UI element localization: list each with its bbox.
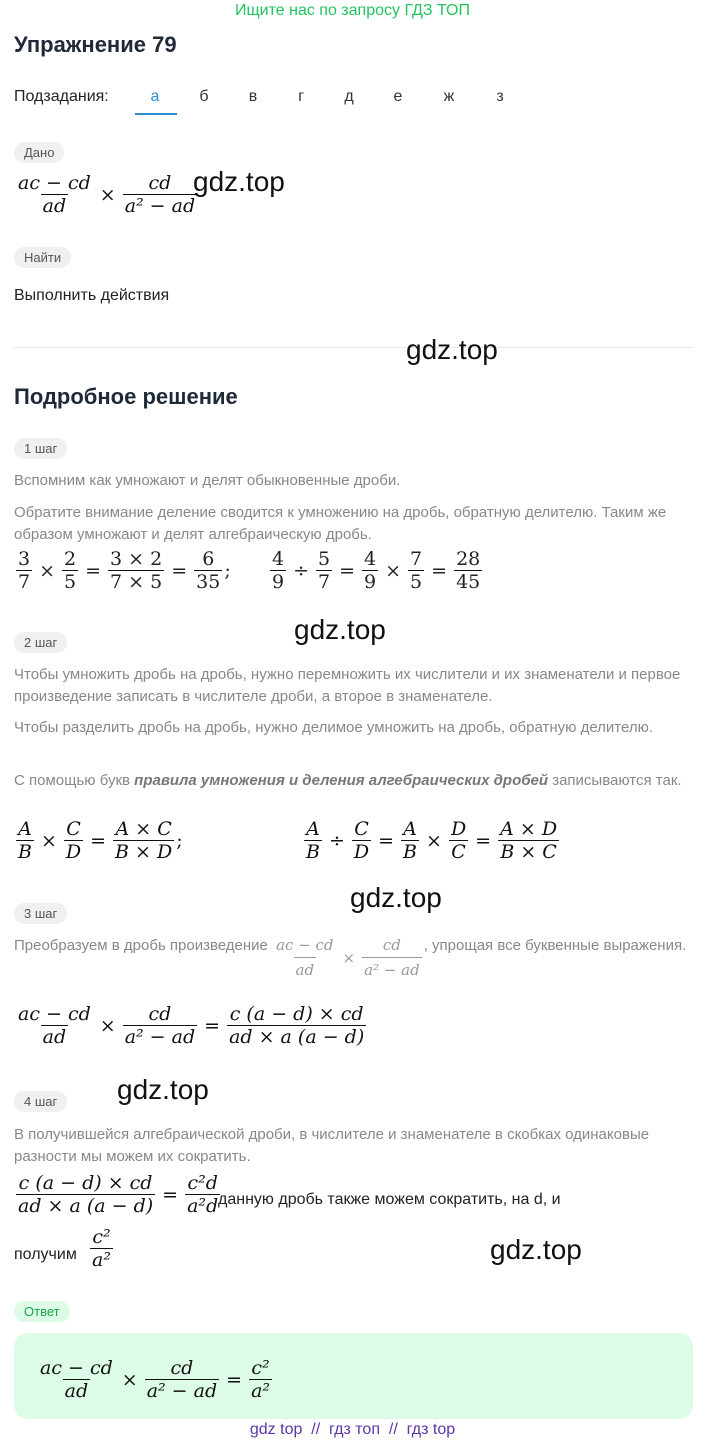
find-pill: Найти [14, 247, 71, 268]
step3-text-post: , упрощая все буквенные выражения. [423, 937, 687, 954]
given-num1: ac − cd [18, 172, 91, 194]
step2-text3 [14, 770, 694, 792]
given-expression [14, 172, 199, 217]
tab-b[interactable]: б [199, 88, 209, 105]
top-banner: Ищите нас по запросу ГДЗ ТОП [235, 2, 470, 19]
tab-z[interactable]: з [496, 88, 504, 105]
watermark: gdz.top [294, 614, 386, 645]
active-tab-indicator [135, 113, 177, 115]
step2-text1: Чтобы умножить дробь на дробь, нужно перемножить их числители и их знаменатели и первое произведение записать в числителе дроби, а второе в знаменателе. [14, 666, 681, 705]
divider [14, 347, 694, 348]
step2-rule-name: правила умножения и деления алгебраических дробей [134, 772, 549, 789]
watermark: gdz.top [193, 166, 285, 197]
step1-formula-multiply: $\frac{3}{7}$ × $\frac{2}{5}$ = $\frac{3 \times 2}{7 \times 5}$ = $\frac{6}{35}$ ; [18, 548, 231, 593]
answer-formula: $\frac{ac - cd}{ad}$ × $\frac{cd}{\text{a² − ad}}$ = $\frac{\text{c²}}{\text{a²}}$ [40, 1357, 271, 1402]
step4-pill: 4 шаг [14, 1091, 67, 1112]
step3-pill: 3 шаг [14, 903, 67, 924]
subtasks-bar [14, 84, 694, 116]
step2-pill: 2 шаг [14, 632, 67, 653]
step1-formula-divide: $\frac{4}{9}$ ÷ $\frac{5}{7}$ = $\frac{4}{9}$ × $\frac{7}{5}$ = $\frac{28}{45}$ [272, 548, 481, 593]
step2-text2: Чтобы разделить дробь на дробь, нужно делимое умножить на дробь, обратную делителю. [14, 719, 654, 736]
page-title: Упражнение 79 [14, 32, 177, 57]
given-den2: a² − ad [124, 195, 196, 217]
step2-formula-divide: $\frac{A}{B}$ ÷ $\frac{C}{D}$ = $\frac{A}{B}$ × $\frac{D}{C}$ = $\frac{A \times D}{B \times C}$ [306, 818, 558, 863]
tab-v[interactable]: в [248, 88, 258, 105]
tab-g[interactable]: г [298, 88, 304, 105]
step4-result: $\frac{\text{c²}}{\text{a²}}$ [92, 1226, 111, 1271]
step1-text2: Обратите внимание деление сводится к умножению на дробь, обратную делителю. Таким же образом умножают и делят алгебраическую дробь. [14, 504, 667, 543]
watermark: gdz.top [490, 1234, 582, 1265]
step3-text-pre: Преобразуем в дробь произведение [14, 937, 268, 954]
step4-formula: $\frac{c (a - d) \times cd}{ad \times a (a - d)}$ = $\frac{\text{c²d}}{\text{a²d}}$ [18, 1172, 219, 1217]
footer-links[interactable]: gdz top // гдз топ // гдз top [249, 1421, 456, 1438]
tab-d[interactable]: д [344, 88, 354, 105]
find-text: Выполнить действия [14, 287, 170, 304]
step4-text2: данную дробь также можем сократить, на d, и [218, 1191, 561, 1208]
step3-formula: $\frac{ac - cd}{ad}$ × $\frac{cd}{\text{a² − ad}}$ = $\frac{c (a - d) \times cd}{ad \times a (a - d)}$ [18, 1003, 365, 1048]
answer-pill: Ответ [14, 1301, 70, 1322]
tab-e[interactable]: е [393, 88, 403, 105]
given-op: × [99, 183, 116, 206]
step2-formula-multiply: $\frac{A}{B}$ × $\frac{C}{D}$ = $\frac{A \times C}{B \times D}$ ; [18, 818, 183, 863]
tab-a[interactable]: а [150, 88, 160, 105]
subtasks-label: Подзадания: [14, 88, 109, 105]
tab-zh[interactable]: ж [443, 88, 455, 105]
given-pill: Дано [14, 142, 64, 163]
given-num2: cd [148, 172, 172, 194]
step1-pill: 1 шаг [14, 438, 67, 459]
given-den1: ad [42, 195, 67, 217]
watermark: gdz.top [350, 882, 442, 913]
step3-text: Преобразуем в дробь произведение $\frac{ac - cd}{ad}$ × $\frac{cd}{\text{a² − ad}}$ , упрощая все буквенные выражения. [14, 933, 694, 982]
watermark: gdz.top [406, 334, 498, 365]
step1-text1: Вспомним как умножают и делят обыкновенные дроби. [14, 472, 401, 489]
step4-text3: получим [14, 1246, 77, 1263]
step4-text1: В получившейся алгебраической дроби, в числителе и знаменателе в скобках одинаковые разности мы можем их сократить. [14, 1126, 650, 1165]
step2-text3-post: записываются так. [548, 772, 682, 789]
solution-heading: Подробное решение [14, 384, 238, 409]
step2-text3-pre: С помощью букв [14, 772, 135, 789]
watermark: gdz.top [117, 1074, 209, 1105]
